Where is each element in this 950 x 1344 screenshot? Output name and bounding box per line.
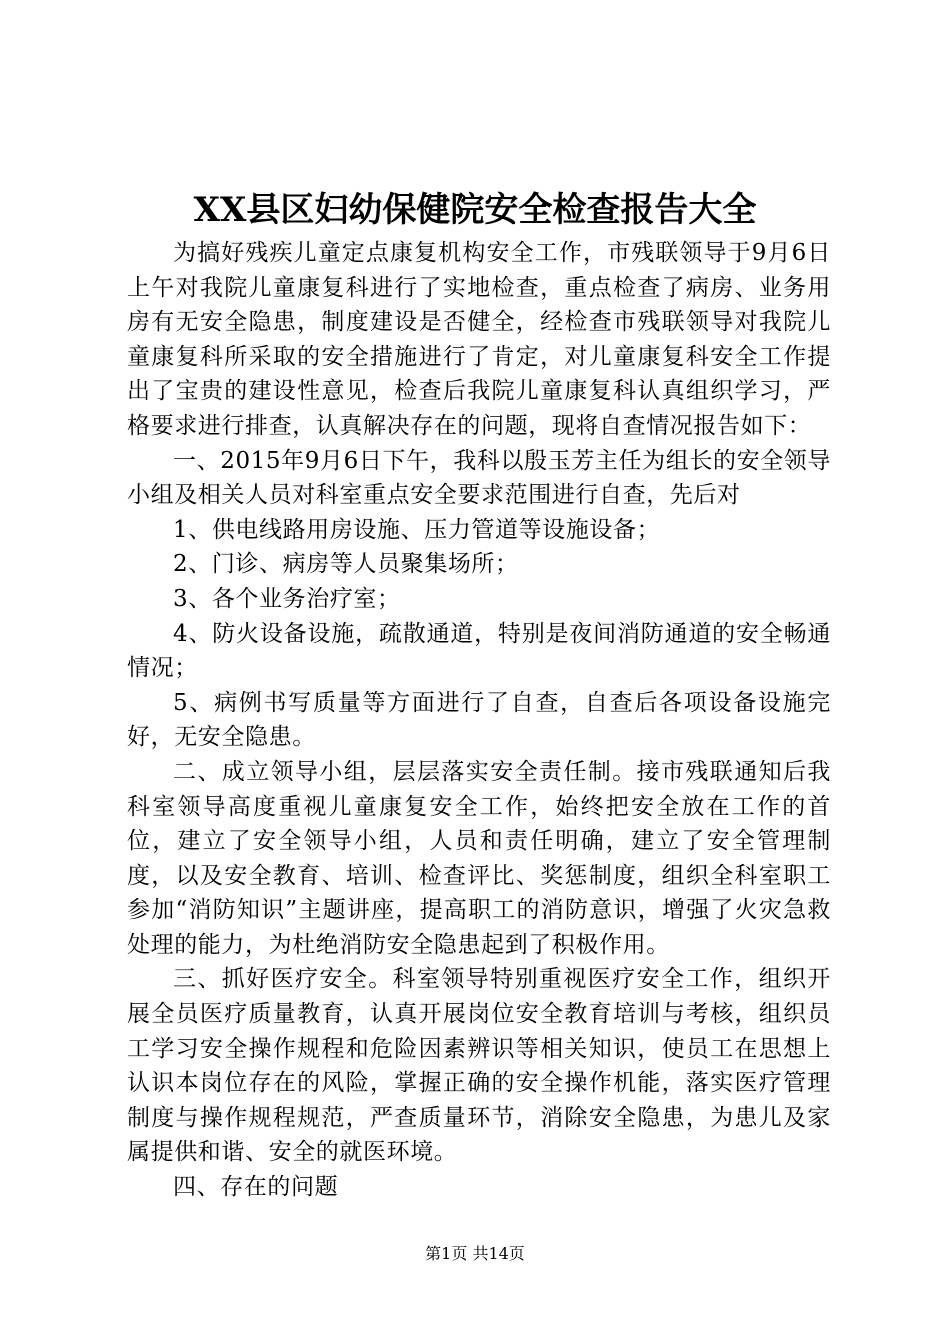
list-item-5: 5、病例书写质量等方面进行了自查，自查后各项设备设施完好，无安全隐患。: [127, 689, 831, 751]
paragraph-section-2: 二、成立领导小组，层层落实安全责任制。接市残联通知后我科室领导高度重视儿童康复安全工作，始终把安全放在工作的首位，建立了安全领导小组，人员和责任明确，建立了安全管理制度，以及安全教育、培训、检查评比、奖惩制度，组织全科室职工参加“消防知识”主题讲座，提高职工的消防意识，增强了火灾急救处理的能力，为杜绝消防安全隐患起到了积极作用。: [127, 758, 831, 958]
paragraph-section-3: 三、抓好医疗安全。科室领导特别重视医疗安全工作，组织开展全员医疗质量教育，认真开展岗位安全教育培训与考核，组织员工学习安全操作规程和危险因素辨识等相关知识，使员工在思想上认识本岗位存在的风险，掌握正确的安全操作机能，落实医疗管理制度与操作规程规范，严查质量环节，消除安全隐患，为患儿及家属提供和谐、安全的就医环境。: [127, 966, 831, 1166]
list-item-3: 3、各个业务治疗室；: [173, 585, 401, 612]
list-item-2: 2、门诊、病房等人员聚集场所；: [173, 551, 519, 578]
paragraph-section-1: 一、2015年9月6日下午，我科以殷玉芳主任为组长的安全领导小组及相关人员对科室重点安全要求范围进行自查，先后对: [127, 447, 831, 509]
list-item-4: 4、防火设备设施，疏散通道，特别是夜间消防通道的安全畅通情况；: [127, 620, 831, 682]
document-body: [127, 236, 831, 1205]
page-number-footer: 第1页 共14页: [425, 1244, 525, 1263]
document-title: XX县区妇幼保健院安全检查报告大全: [193, 190, 757, 230]
paragraph-section-4-heading: 四、存在的问题: [173, 1174, 339, 1201]
paragraph-intro: 为搞好残疾儿童定点康复机构安全工作，市残联领导于9月6日上午对我院儿童康复科进行了实地检查，重点检查了病房、业务用房有无安全隐患，制度建设是否健全，经检查市残联领导对我院儿童康复科所采取的安全措施进行了肯定，对儿童康复科安全工作提出了宝贵的建设性意见，检查后我院儿童康复科认真组织学习，严格要求进行排查，认真解决存在的问题，现将自查情况报告如下：: [127, 240, 831, 439]
list-item-1: 1、供电线路用房设施、压力管道等设施设备；: [173, 516, 661, 543]
